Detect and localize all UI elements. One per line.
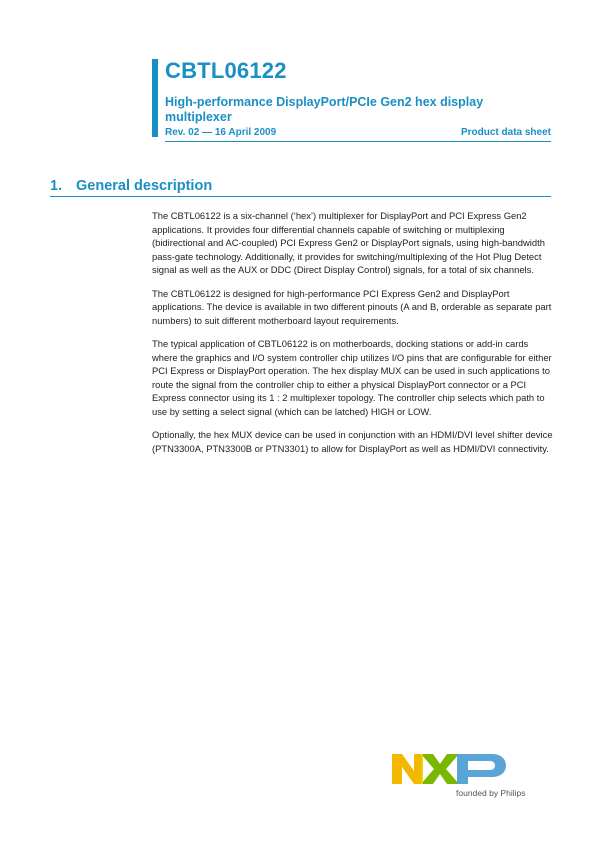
section-heading (50, 178, 212, 194)
paragraph-2: The CBTL06122 is designed for high-performance PCI Express Gen2 and DisplayPort applications. The device is available in two different pinouts (A and B, orderable as separate part numbers) to suit different motherboard layout requirements. (152, 287, 552, 326)
document-subtitle: High-performance DisplayPort/PCIe Gen2 hex display multiplexer (165, 95, 484, 124)
section-number: 1. (50, 178, 63, 194)
logo-tagline: founded by Philips (456, 788, 526, 798)
document-title: CBTL06122 (165, 58, 287, 83)
section-divider (50, 196, 551, 197)
logo-letter-n (392, 754, 423, 784)
logo-letter-x-overlap (421, 754, 423, 784)
revision-info: Rev. 02 — 16 April 2009 (165, 127, 277, 138)
paragraph-1: The CBTL06122 is a six-channel (‘hex’) multiplexer for DisplayPort and PCI Express Gen2 applications. It provides four differential channels capable of switching or multiplexing (bidirectional and AC-coupled) PCI Express Gen2 or DisplayPort signals, using high-bandwidth pass-gate technology. Additionally, it provides for switching/multiplexing of the Hot Plug Detect signal as well as the AUX or DDC (Direct Display Control) signals, for a total of six channels. (152, 210, 545, 275)
title-accent-bar (152, 59, 158, 137)
logo-letter-p (457, 754, 506, 784)
section-body (152, 209, 554, 465)
document-type: Product data sheet (460, 127, 551, 138)
header-divider (165, 141, 551, 142)
paragraph-4: Optionally, the hex MUX device can be used in conjunction with an HDMI/DVI level shifter device (PTN3300A, PTN3300B or PTN3301) to allow for DisplayPort as well as HDMI/DVI connectivity. (152, 429, 553, 454)
logo-letter-x (421, 754, 459, 784)
section-title: General description (76, 178, 213, 194)
paragraph-3: The typical application of CBTL06122 is on motherboards, docking stations or add-in cards where the graphics and I/O system controller chip utilizes I/O pins that are configurable for either PCI Express or DisplayPort operation. The hex display MUX can be used in such applications to route the signal from the controller chip to either a physical DisplayPort connector or a PCI Express connector using its 1 : 2 multiplexer topology. The controller chip selects which path to use by setting a select signal (which can be latched) HIGH or LOW. (152, 338, 552, 417)
nxp-logo (392, 753, 552, 799)
